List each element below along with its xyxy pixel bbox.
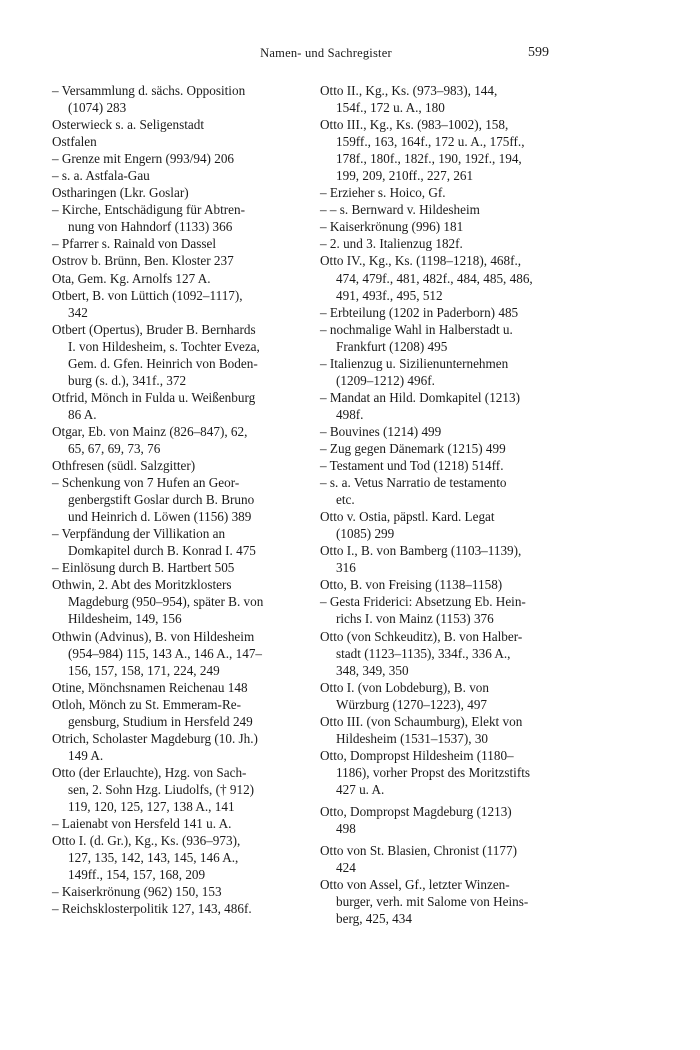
index-entry-continuation: (1085) 299 [336, 526, 395, 542]
index-entry [320, 876, 571, 927]
index-entry [52, 679, 304, 696]
index-entry-continuation: Hildesheim, 149, 156 [68, 611, 182, 627]
index-entry-heading: Othwin (Advinus), B. von Hildesheim [52, 628, 255, 644]
page-number: 599 [528, 45, 549, 60]
index-entry-heading: Otloh, Mönch zu St. Emmeram-Re- [52, 696, 241, 712]
index-entry [320, 252, 571, 303]
index-entry [320, 440, 571, 457]
index-entry-continuation: 65, 67, 69, 73, 76 [68, 440, 161, 456]
index-entry-heading: Otto von St. Blasien, Chronist (1177) [320, 843, 517, 859]
index-entry [320, 542, 571, 576]
index-entry-heading: Otto, B. von Freising (1138–1158) [320, 577, 503, 593]
index-entry-heading: – Gesta Friderici: Absetzung Eb. Hein- [320, 594, 526, 610]
index-entry-heading: – Kirche, Entschädigung für Abtren- [52, 202, 245, 218]
index-entry [52, 82, 304, 116]
index-entry-heading: – Versammlung d. sächs. Opposition [52, 83, 246, 98]
index-entry-continuation: gensburg, Studium in Hersfeld 249 [68, 713, 253, 729]
index-entry [320, 389, 571, 423]
index-entry [52, 628, 304, 679]
index-entry-continuation: burger, verh. mit Salome von Heins- [336, 894, 529, 910]
index-entry [52, 201, 304, 235]
index-entry-continuation: (954–984) 115, 143 A., 146 A., 147– [68, 645, 263, 661]
index-entry-continuation: 149 A. [68, 747, 104, 763]
index-entry-heading: – Einlösung durch B. Hartbert 505 [52, 560, 235, 576]
index-entry-continuation: Frankfurt (1208) 495 [336, 338, 448, 354]
index-entry [320, 628, 571, 679]
index-entry-continuation: (1209–1212) 496f. [336, 372, 435, 388]
index-entry [320, 304, 571, 321]
index-entry-heading: – Schenkung von 7 Hufen an Geor- [52, 475, 240, 491]
index-entry-heading: Otto II., Kg., Ks. (973–983), 144, [320, 83, 498, 98]
running-title: Namen- und Sachregister [260, 46, 392, 60]
index-entry [52, 576, 304, 627]
index-entry-continuation: 1186), vorher Propst des Moritzstifts [336, 764, 531, 780]
index-entry [52, 815, 304, 832]
index-entry-heading: – Italienzug u. Sizilienunternehmen [320, 355, 509, 371]
index-entry-heading: Otbert (Opertus), Bruder B. Bernhards [52, 321, 256, 337]
index-entry-continuation: Hildesheim (1531–1537), 30 [336, 730, 489, 746]
index-column-right [320, 82, 571, 927]
index-entry-heading: – Grenze mit Engern (993/94) 206 [52, 151, 235, 167]
index-entry [52, 457, 304, 474]
index-entry [52, 184, 304, 201]
index-entry [320, 201, 571, 218]
index-entry-heading: – Testament und Tod (1218) 514ff. [320, 458, 504, 474]
index-entry-heading: Osterwieck s. a. Seligenstadt [52, 117, 204, 133]
index-entry-heading: Otto I., B. von Bamberg (1103–1139), [320, 543, 522, 559]
index-entry-continuation: burg (s. d.), 341f., 372 [68, 372, 187, 388]
index-entry-heading: Otto, Dompropst Magdeburg (1213) [320, 803, 512, 819]
index-entry [320, 184, 571, 201]
index-entry-continuation: 348, 349, 350 [336, 662, 409, 678]
index-entry [320, 474, 571, 508]
index-entry-heading: – s. a. Astfala-Gau [52, 168, 150, 184]
index-entry-heading: Otto III. (von Schaumburg), Elekt von [320, 713, 523, 729]
index-entry-heading: Otto I. (d. Gr.), Kg., Ks. (936–973), [52, 833, 241, 849]
index-entry-heading: – Bouvines (1214) 499 [320, 423, 442, 439]
index-entry-heading: Otine, Mönchsnamen Reichenau 148 [52, 679, 248, 695]
index-entry-heading: Otbert, B. von Lüttich (1092–1117), [52, 287, 243, 303]
index-entry [52, 270, 304, 287]
index-entry-continuation: stadt (1123–1135), 334f., 336 A., [336, 645, 511, 661]
index-entry-continuation: 474, 479f., 481, 482f., 484, 485, 486, [336, 270, 533, 286]
index-entry-continuation: 149ff., 154, 157, 168, 209 [68, 867, 206, 883]
index-entry [320, 218, 571, 235]
index-entry-continuation: 127, 135, 142, 143, 145, 146 A., [68, 850, 239, 866]
index-entry-heading: – Kaiserkrönung (962) 150, 153 [52, 884, 222, 900]
index-entry-continuation: Würzburg (1270–1223), 497 [336, 696, 488, 712]
index-entry-heading: Otfrid, Mönch in Fulda u. Weißenburg [52, 389, 256, 405]
index-entry-heading: Otgar, Eb. von Mainz (826–847), 62, [52, 423, 248, 439]
index-entry-heading: Otto (der Erlauchte), Hzg. von Sach- [52, 764, 247, 780]
index-entry [52, 389, 304, 423]
index-entry [320, 423, 571, 440]
index-entry-heading: – nochmalige Wahl in Halberstadt u. [320, 321, 513, 337]
index-entry-heading: Ostharingen (Lkr. Goslar) [52, 185, 189, 201]
index-entry [320, 235, 571, 252]
index-entry-continuation: nung von Hahndorf (1133) 366 [68, 219, 233, 235]
index-entry-heading: – Erzieher s. Hoico, Gf. [320, 185, 446, 201]
index-entry [52, 525, 304, 559]
index-entry-heading: – Mandat an Hild. Domkapitel (1213) [320, 389, 520, 405]
index-entry-continuation: 154f., 172 u. A., 180 [336, 100, 445, 116]
index-entry [52, 559, 304, 576]
index-entry-continuation: Magdeburg (950–954), später B. von [68, 594, 264, 610]
index-entry-heading: – Kaiserkrönung (996) 181 [320, 219, 464, 235]
index-entry-heading: Otto I. (von Lobdeburg), B. von [320, 679, 489, 695]
index-entry [52, 252, 304, 269]
index-entry-continuation: 342 [68, 304, 88, 320]
index-entry-continuation: 119, 120, 125, 127, 138 A., 141 [68, 798, 235, 814]
index-entry [52, 883, 304, 900]
index-entry-heading: Othwin, 2. Abt des Moritzklosters [52, 577, 232, 593]
index-entry [52, 287, 304, 321]
index-entry-continuation: 178f., 180f., 182f., 190, 192f., 194, [336, 151, 522, 167]
index-entry [52, 900, 304, 917]
index-entry-continuation: berg, 425, 434 [336, 911, 412, 927]
index-entry [52, 730, 304, 764]
index-entry [320, 457, 571, 474]
index-entry [52, 133, 304, 150]
index-entry [52, 116, 304, 133]
index-entry-heading: – Reichsklosterpolitik 127, 143, 486f. [52, 901, 252, 917]
index-entry [52, 150, 304, 167]
index-entry-heading: – Erbteilung (1202 in Paderborn) 485 [320, 304, 519, 320]
index-entry [320, 842, 571, 876]
index-entry-heading: Otto (von Schkeuditz), B. von Halber- [320, 628, 523, 644]
index-entry-heading: – Verpfändung der Villikation an [52, 526, 226, 542]
index-entry [320, 576, 571, 593]
index-entry-heading: Otto von Assel, Gf., letzter Winzen- [320, 877, 510, 893]
index-entry-continuation: richs I. von Mainz (1153) 376 [336, 611, 494, 627]
index-entry-heading: – s. a. Vetus Narratio de testamento [320, 475, 507, 491]
index-entry [52, 696, 304, 730]
index-entry-heading: Ostfalen [52, 134, 97, 150]
index-entry [320, 679, 571, 713]
index-entry-continuation: 156, 157, 158, 171, 224, 249 [68, 662, 220, 678]
index-entry-heading: Otto IV., Kg., Ks. (1198–1218), 468f., [320, 253, 522, 269]
index-entry [320, 116, 571, 184]
index-entry [320, 321, 571, 355]
index-entry [320, 713, 571, 747]
index-entry [52, 474, 304, 525]
index-entry-heading: – Zug gegen Dänemark (1215) 499 [320, 440, 506, 456]
index-entry [320, 508, 571, 542]
index-entry-heading: Othfresen (südl. Salzgitter) [52, 458, 196, 474]
index-entry-heading: – – s. Bernward v. Hildesheim [320, 202, 480, 218]
index-entry [320, 82, 571, 116]
index-entry [52, 764, 304, 815]
index-entry [320, 747, 571, 798]
index-entry-heading: Ostrov b. Brünn, Ben. Kloster 237 [52, 253, 234, 269]
index-entry-heading: – Laienabt von Hersfeld 141 u. A. [52, 816, 232, 832]
index-entry-heading: – 2. und 3. Italienzug 182f. [320, 236, 463, 252]
index-entry-continuation: 316 [336, 560, 356, 576]
index-column-left [52, 82, 304, 917]
index-entry-continuation: 498f. [336, 406, 364, 422]
index-entry [320, 593, 571, 627]
index-entry-heading: Otto v. Ostia, päpstl. Kard. Legat [320, 509, 495, 525]
index-entry-continuation: 86 A. [68, 406, 97, 422]
index-entry-heading: Ota, Gem. Kg. Arnolfs 127 A. [52, 270, 211, 286]
index-entry-heading: Otrich, Scholaster Magdeburg (10. Jh.) [52, 730, 258, 746]
index-entry-heading: Otto, Dompropst Hildesheim (1180– [320, 747, 514, 763]
index-entry [52, 832, 304, 883]
index-entry [52, 423, 304, 457]
index-entry-continuation: sen, 2. Sohn Hzg. Liudolfs, († 912) [68, 781, 255, 797]
index-entry [320, 803, 571, 837]
index-entry-continuation: 424 [336, 860, 356, 876]
index-entry-continuation: 159ff., 163, 164f., 172 u. A., 175ff., [336, 134, 525, 150]
index-entry-continuation: und Heinrich d. Löwen (1156) 389 [68, 509, 252, 525]
index-entry-continuation: (1074) 283 [68, 100, 127, 116]
page-header [0, 46, 700, 66]
index-entry-continuation: genbergstift Goslar durch B. Bruno [68, 492, 255, 508]
index-entry-continuation: 199, 209, 210ff., 227, 261 [336, 168, 474, 184]
index-entry [320, 355, 571, 389]
index-entry-continuation: I. von Hildesheim, s. Tochter Eveza, [68, 338, 260, 354]
index-entry [52, 167, 304, 184]
index-entry-continuation: 427 u. A. [336, 781, 385, 797]
index-entry-continuation: 491, 493f., 495, 512 [336, 287, 443, 303]
index-entry-continuation: etc. [336, 492, 355, 508]
index-entry-heading: Otto III., Kg., Ks. (983–1002), 158, [320, 117, 509, 133]
index-entry-continuation: Domkapitel durch B. Konrad I. 475 [68, 543, 256, 559]
index-entry-continuation: Gem. d. Gfen. Heinrich von Boden- [68, 355, 258, 371]
index-entry-heading: – Pfarrer s. Rainald von Dassel [52, 236, 217, 252]
index-entry [52, 321, 304, 389]
index-entry-continuation: 498 [336, 821, 356, 837]
index-entry [52, 235, 304, 252]
